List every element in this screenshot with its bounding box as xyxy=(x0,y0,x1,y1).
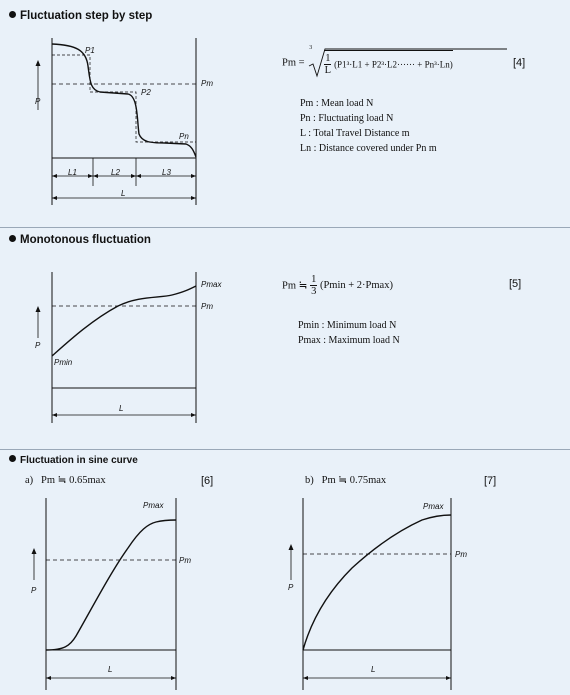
section-title: Fluctuation in sine curve xyxy=(20,455,138,466)
section-step-fluctuation xyxy=(0,0,570,227)
chart-b xyxy=(288,498,467,690)
p-axis-label: P xyxy=(35,341,41,350)
equation-body: (Pmin + 2·Pmax) xyxy=(319,280,393,291)
definition-pm: Pm : Mean load N xyxy=(300,98,374,109)
equation-number-4: [4] xyxy=(513,57,526,69)
label-b: b) xyxy=(305,475,314,486)
pn-label: Pn xyxy=(179,132,189,141)
section-sine-fluctuation xyxy=(0,450,570,695)
p1-label: P1 xyxy=(85,46,95,55)
l1-label: L1 xyxy=(68,168,77,177)
definition-ln: Ln : Distance covered under Pn m xyxy=(300,143,437,154)
fraction: $\frac{1}{3}$ xyxy=(311,274,317,297)
definition-pn: Pn : Fluctuating load N xyxy=(300,113,394,124)
chart-a xyxy=(31,498,191,690)
pm-label: Pm xyxy=(201,79,213,88)
equation-number-6: [6] xyxy=(201,475,214,487)
step-chart xyxy=(0,0,570,227)
l-label: L xyxy=(108,665,113,674)
l-label: L xyxy=(371,665,376,674)
pmax-label: Pmax xyxy=(143,501,164,510)
p2-label: P2 xyxy=(141,88,151,97)
p-axis-label: P xyxy=(35,97,41,106)
section-title: Monotonous fluctuation xyxy=(20,234,151,246)
l3-label: L3 xyxy=(162,168,171,177)
equation-number-5: [5] xyxy=(509,278,522,290)
pmax-label: Pmax xyxy=(423,502,444,511)
label-a: a) xyxy=(25,475,34,486)
pmax-label: Pmax xyxy=(201,280,222,289)
equation-number-7: [7] xyxy=(484,475,497,487)
fraction: $\frac{1}{L}$ xyxy=(324,53,332,76)
p-axis-label: P xyxy=(288,583,294,592)
definition-pmax: Pmax : Maximum load N xyxy=(298,335,400,346)
pm-label: Pm xyxy=(201,302,213,311)
pm-label: Pm xyxy=(179,556,191,565)
definition-l: L : Total Travel Distance m xyxy=(300,128,410,139)
section-monotonous-fluctuation xyxy=(0,228,570,449)
definition-pmin: Pmin : Minimum load N xyxy=(298,320,397,331)
l-label: L xyxy=(119,404,124,413)
definitions-2 xyxy=(298,318,400,348)
monotonous-chart xyxy=(0,228,570,449)
radical-icon xyxy=(307,48,327,78)
pmin-label: Pmin xyxy=(54,358,73,367)
formula-a-text: Pm ≒ 0.65max xyxy=(41,475,106,486)
equation-5 xyxy=(282,274,393,297)
definitions-1 xyxy=(300,96,437,156)
p-axis-label: P xyxy=(31,586,37,595)
section-title: Fluctuation step by step xyxy=(20,10,153,22)
root-index: 3 xyxy=(309,45,313,51)
formula-b-text: Pm ≒ 0.75max xyxy=(321,475,387,486)
l-label: L xyxy=(121,189,126,198)
l2-label: L2 xyxy=(111,168,120,177)
equation-4 xyxy=(282,45,453,76)
sine-charts xyxy=(0,450,570,695)
pm-label: Pm xyxy=(455,550,467,559)
equation-body: (P1³·L1 + P2³·L2······ + Pn³·Ln) xyxy=(334,59,453,70)
equation-lhs: Pm ≒ xyxy=(282,280,308,292)
equation-lhs: Pm = xyxy=(282,57,305,69)
